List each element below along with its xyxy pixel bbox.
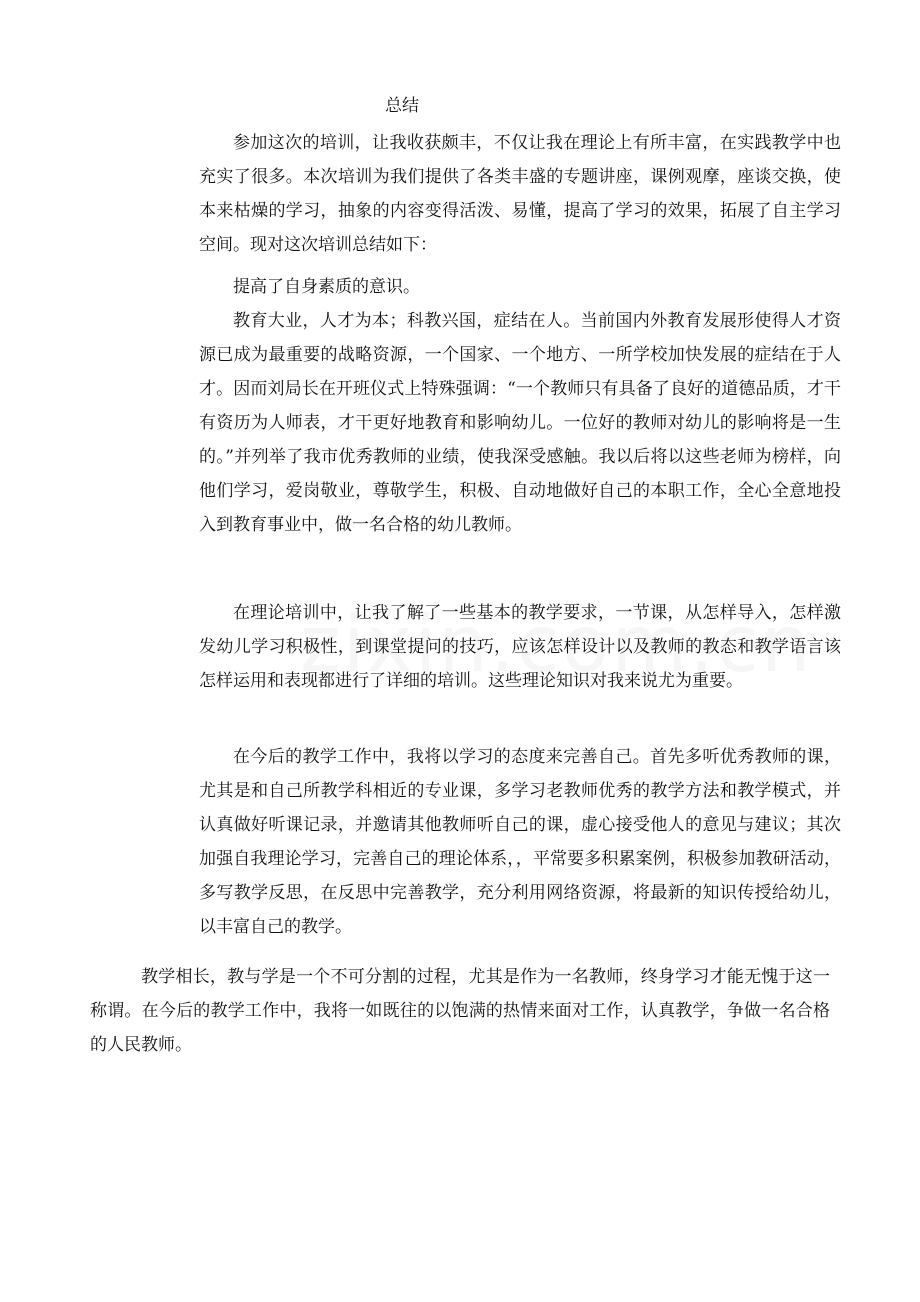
paragraph-text: 教育大业，人才为本；科教兴国，症结在人。当前国内外教育发展形使得人才资源已成为最重要的战略资源，一个国家、一个地方、一所学校加快发展的症结在于人才。因而刘局长在开班仪式上特殊强调：“一个教师只有具备了良好的道德品质，才干有资历为人师表，才干更好地教育和影响幼儿。一位好的教师对幼儿的影响将是一生的。”并列举了我市优秀教师的业绩，使我深受感触。我以后将以这些老师为榜样，向他们学习，爱岗敬业，尊敬学生，积极、自动地做好自己的本职工作，全心全意地投入到教育事业中，做一名合格的幼儿教师。 xyxy=(199,311,841,535)
paragraph-closing xyxy=(90,960,830,1062)
paragraph-text: 在理论培训中，让我了解了一些基本的教学要求，一节课，从怎样导入，怎样激发幼儿学习积极性，到课堂提问的技巧，应该怎样设计以及教师的教态和教学语言该怎样运用和表现都进行了详细的培训。这些理论知识对我来说尤为重要。 xyxy=(199,603,841,691)
paragraph-education xyxy=(199,304,841,542)
paragraph-text: 在今后的教学工作中，我将以学习的态度来完善自己。首先多听优秀教师的课，尤其是和自己所教学科相近的专业课，多学习老教师优秀的教学方法和教学模式，并认真做好听课记录，并邀请其他教师听自己的课，虚心接受他人的意见与建议；其次加强自我理论学习，完善自己的理论体系，，平常要多积累案例，积极参加教研活动，多写教学反思，在反思中完善教学，充分利用网络资源，将最新的知识传授给幼儿，以丰富自己的教学。 xyxy=(199,747,841,937)
document-title: 总结 xyxy=(385,96,419,116)
paragraph-heading-quality xyxy=(199,270,841,304)
paragraph-text: 教学相长，教与学是一个不可分割的过程，尤其是作为一名教师，终身学习才能无愧于这一称谓。在今后的教学工作中，我将一如既往的以饱满的热情来面对工作，认真教学，争做一名合格的人民教师。 xyxy=(90,967,830,1055)
paragraph-intro xyxy=(199,126,841,262)
paragraph-text: 提高了自身素质的意识。 xyxy=(233,277,420,297)
paragraph-theory xyxy=(199,596,841,698)
paragraph-text: 参加这次的培训，让我收获颇丰，不仅让我在理论上有所丰富，在实践教学中也充实了很多。本次培训为我们提供了各类丰盛的专题讲座，课例观摩，座谈交换，使本来枯燥的学习，抽象的内容变得活泼、易懂，提高了学习的效果，拓展了自主学习空间。现对这次培训总结如下： xyxy=(199,133,841,255)
paragraph-future xyxy=(199,740,841,944)
